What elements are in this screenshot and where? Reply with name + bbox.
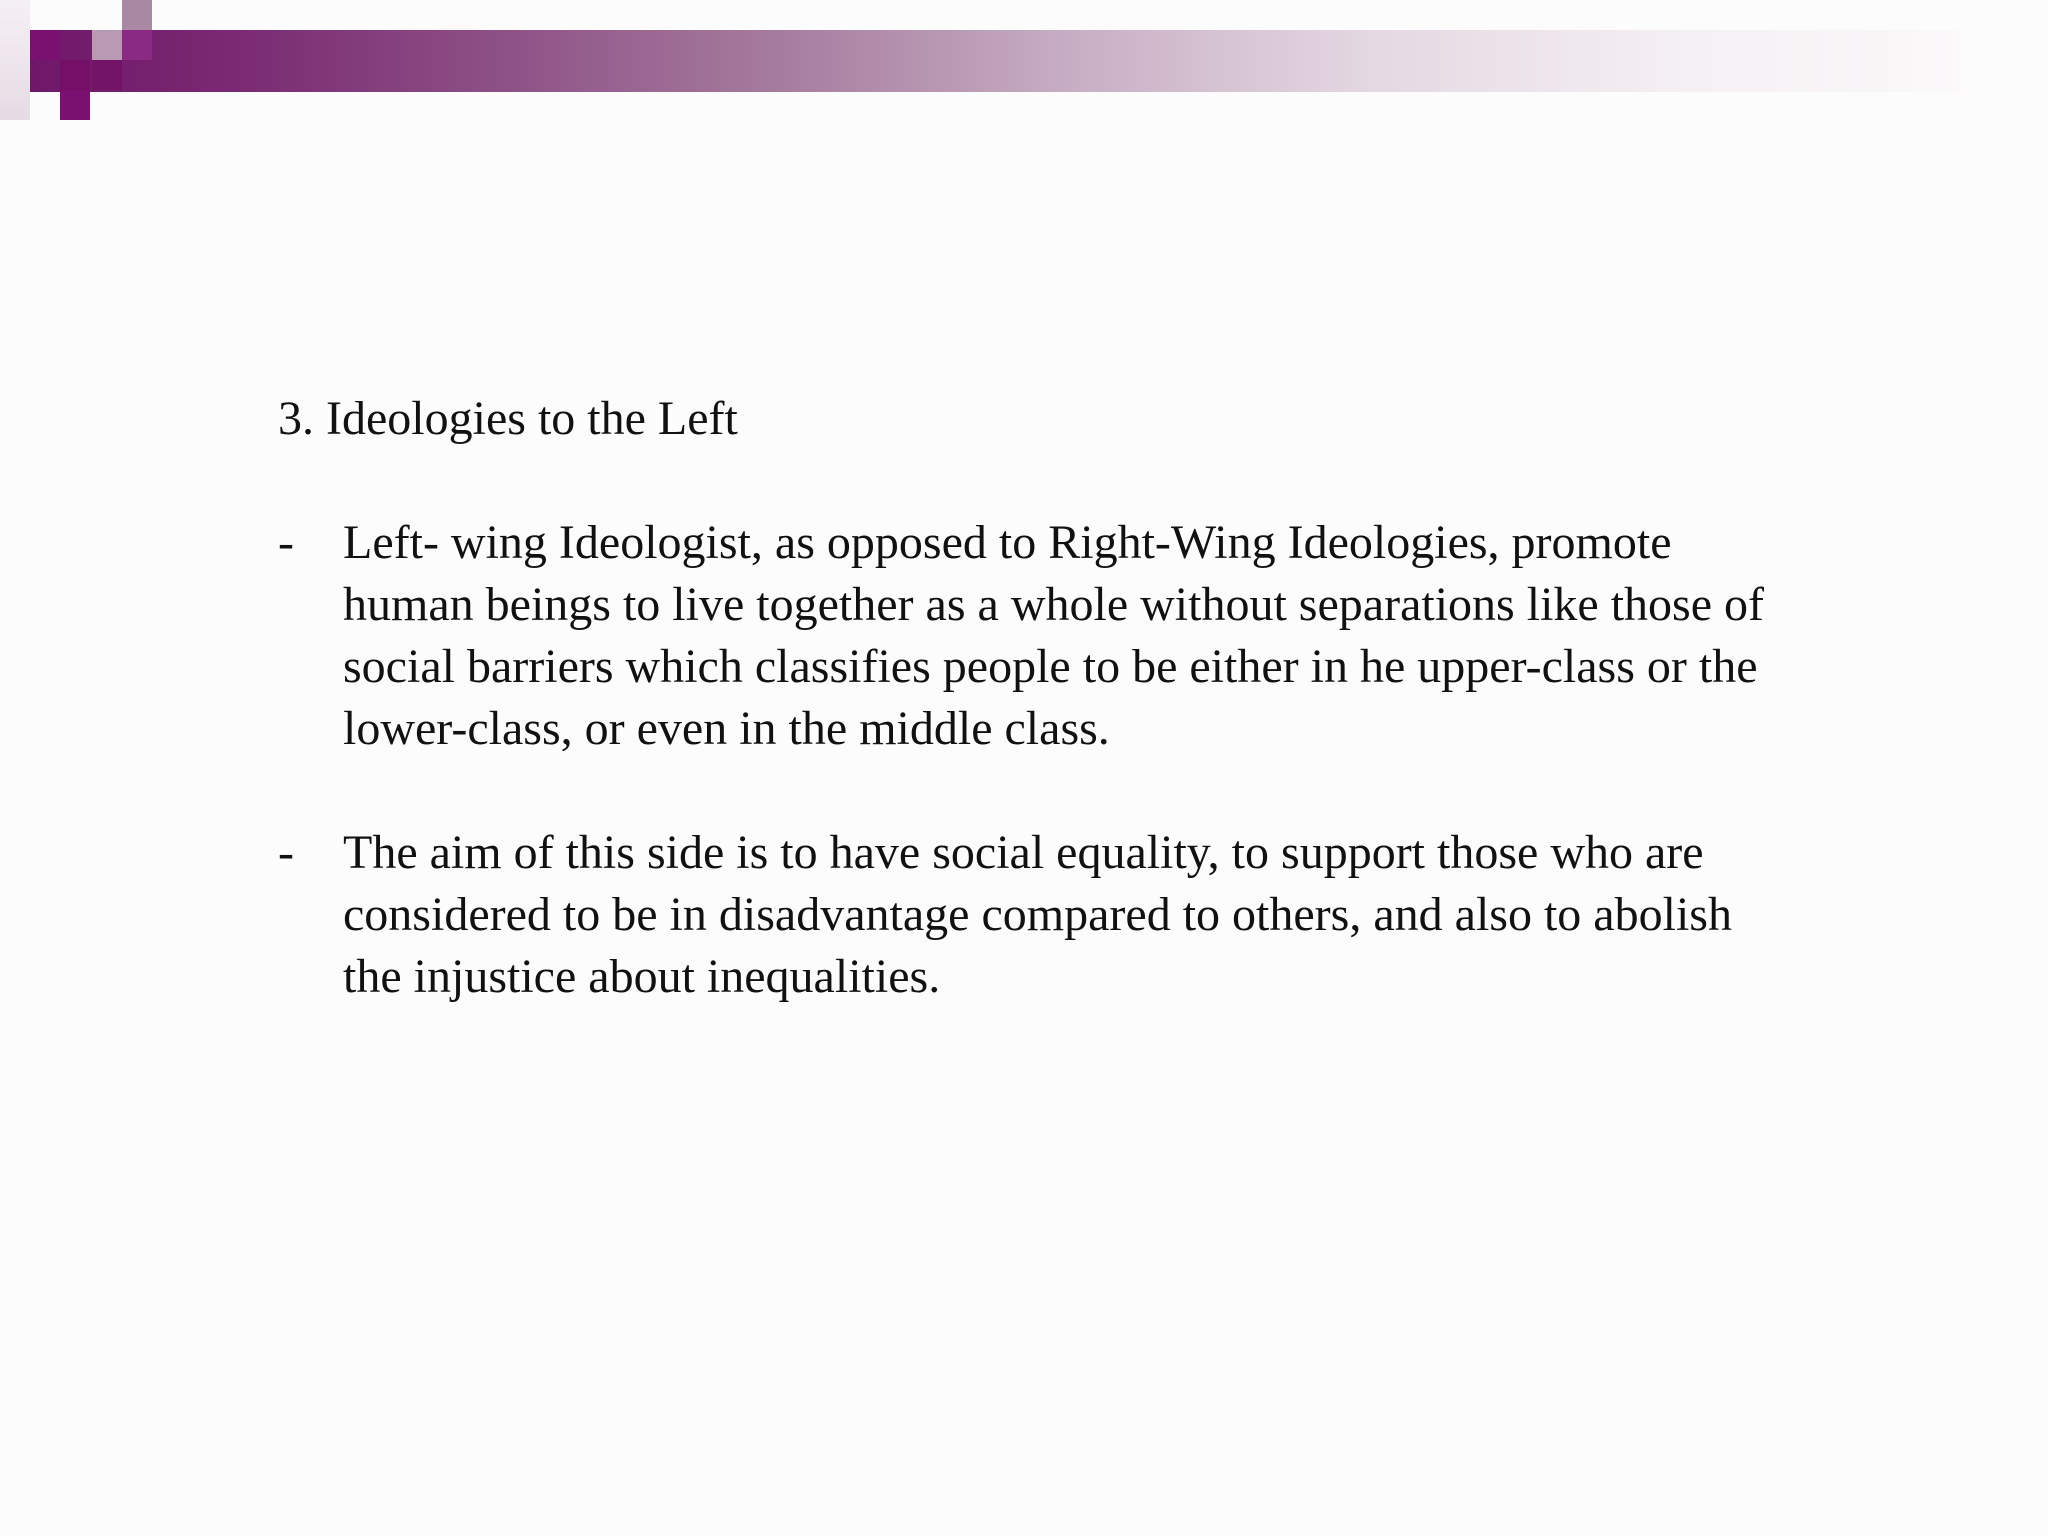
slide-content: [278, 388, 1798, 1070]
bullet-item: [278, 512, 1798, 760]
bullet-text: The aim of this side is to have social equality, to support those who are considered to be in disadvantage compared to others, and also to abolish the injustice about inequalities.: [343, 826, 1732, 1003]
decor-square: [60, 60, 90, 90]
decor-square: [92, 60, 122, 90]
bullet-text: Left- wing Ideologist, as opposed to Right-Wing Ideologies, promote human beings to live together as a whole without separations like those of social barriers which classifies people to be either in he upper-class or the lower-class, or even in the middle class.: [343, 516, 1765, 755]
bullet-marker: -: [278, 826, 294, 879]
decor-square: [92, 30, 122, 60]
decor-square: [30, 30, 60, 60]
decor-square: [0, 0, 30, 120]
decor-square: [122, 30, 152, 60]
slide-heading: 3. Ideologies to the Left: [278, 392, 738, 445]
header-gradient-bar: [0, 30, 1960, 92]
bullet-item: [278, 822, 1798, 1008]
bullet-marker: -: [278, 516, 294, 569]
decor-square: [60, 90, 90, 120]
decor-square: [122, 0, 152, 30]
